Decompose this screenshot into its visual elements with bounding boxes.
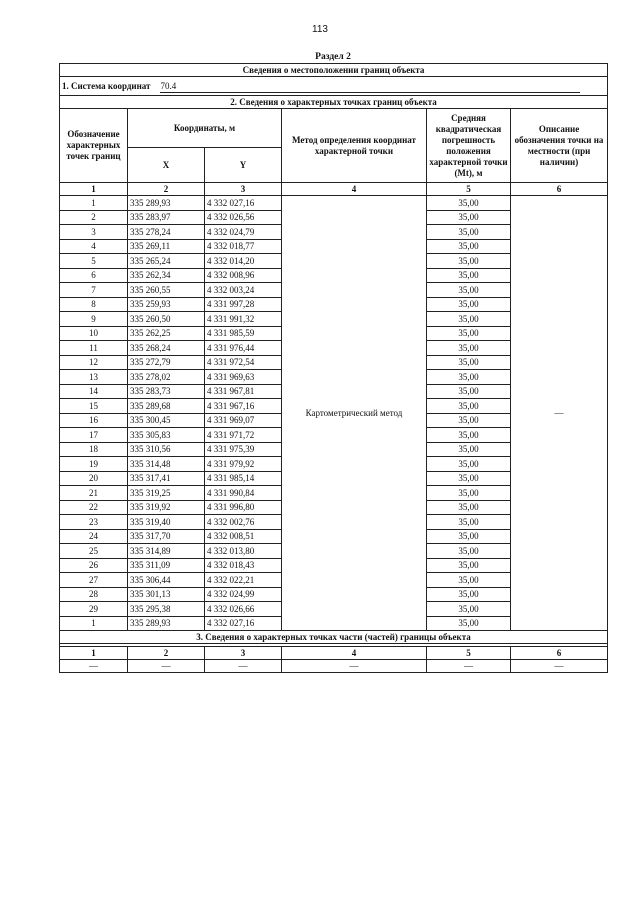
header-error: Средняя квадратическая погрешность положения характерной точки (Mt), м <box>427 109 511 183</box>
header-method: Метод определения координат характерной точки <box>282 109 427 183</box>
y-coordinate-cell: 4 331 967,81 <box>205 384 282 399</box>
x-coordinate-cell: 335 289,68 <box>128 399 205 414</box>
y-coordinate-cell: 4 332 002,76 <box>205 515 282 530</box>
point-id-cell: 16 <box>60 413 128 428</box>
y-coordinate-cell: 4 331 997,28 <box>205 297 282 312</box>
y-coordinate-cell: 4 332 018,43 <box>205 558 282 573</box>
point-id-cell: 14 <box>60 384 128 399</box>
point-id-cell: 20 <box>60 471 128 486</box>
part3-cell: — <box>128 660 205 673</box>
error-cell: 35,00 <box>427 587 511 602</box>
point-id-cell: 11 <box>60 341 128 356</box>
x-coordinate-cell: 335 289,93 <box>128 196 205 211</box>
error-cell: 35,00 <box>427 428 511 443</box>
part3-row <box>60 660 608 673</box>
y-coordinate-cell: 4 332 003,24 <box>205 283 282 298</box>
col-num: 3 <box>205 183 282 196</box>
point-id-cell: 28 <box>60 587 128 602</box>
x-coordinate-cell: 335 268,24 <box>128 341 205 356</box>
y-coordinate-cell: 4 332 014,20 <box>205 254 282 269</box>
part2-title: 2. Сведения о характерных точках границ объекта <box>60 96 608 109</box>
header-description: Описание обозначения точки на местности (при наличии) <box>511 109 608 183</box>
point-id-cell: 2 <box>60 210 128 225</box>
error-cell: 35,00 <box>427 471 511 486</box>
error-cell: 35,00 <box>427 326 511 341</box>
method-cell: Картометрический метод <box>282 196 427 631</box>
error-cell: 35,00 <box>427 486 511 501</box>
x-coordinate-cell: 335 300,45 <box>128 413 205 428</box>
error-cell: 35,00 <box>427 515 511 530</box>
x-coordinate-cell: 335 305,83 <box>128 428 205 443</box>
y-coordinate-cell: 4 331 996,80 <box>205 500 282 515</box>
part3-cell: — <box>427 660 511 673</box>
part3-cell: — <box>60 660 128 673</box>
section-label: Раздел 2 <box>315 52 351 62</box>
error-cell: 35,00 <box>427 341 511 356</box>
y-coordinate-cell: 4 331 985,14 <box>205 471 282 486</box>
point-id-cell: 25 <box>60 544 128 559</box>
y-coordinate-cell: 4 331 991,32 <box>205 312 282 327</box>
y-coordinate-cell: 4 332 024,99 <box>205 587 282 602</box>
y-coordinate-cell: 4 332 018,77 <box>205 239 282 254</box>
error-cell: 35,00 <box>427 442 511 457</box>
part3-column-numbers-row <box>60 647 608 660</box>
point-id-cell: 12 <box>60 355 128 370</box>
table-row <box>60 196 608 211</box>
point-id-cell: 6 <box>60 268 128 283</box>
col-num: 1 <box>60 183 128 196</box>
x-coordinate-cell: 335 262,34 <box>128 268 205 283</box>
coord-system-value: 70.4 <box>160 80 580 93</box>
point-id-cell: 1 <box>60 616 128 631</box>
col-num: 4 <box>282 183 427 196</box>
point-id-cell: 18 <box>60 442 128 457</box>
x-coordinate-cell: 335 319,25 <box>128 486 205 501</box>
point-id-cell: 5 <box>60 254 128 269</box>
point-id-cell: 27 <box>60 573 128 588</box>
point-id-cell: 4 <box>60 239 128 254</box>
y-coordinate-cell: 4 332 024,79 <box>205 225 282 240</box>
point-id-cell: 13 <box>60 370 128 385</box>
x-coordinate-cell: 335 314,48 <box>128 457 205 472</box>
x-coordinate-cell: 335 272,79 <box>128 355 205 370</box>
error-cell: 35,00 <box>427 196 511 211</box>
error-cell: 35,00 <box>427 616 511 631</box>
x-coordinate-cell: 335 311,09 <box>128 558 205 573</box>
col-num: 5 <box>427 183 511 196</box>
error-cell: 35,00 <box>427 602 511 617</box>
y-coordinate-cell: 4 331 969,63 <box>205 370 282 385</box>
y-coordinate-cell: 4 332 026,56 <box>205 210 282 225</box>
point-id-cell: 1 <box>60 196 128 211</box>
y-coordinate-cell: 4 332 022,21 <box>205 573 282 588</box>
col-num: 6 <box>511 647 608 660</box>
x-coordinate-cell: 335 265,24 <box>128 254 205 269</box>
x-coordinate-cell: 335 301,13 <box>128 587 205 602</box>
point-id-cell: 26 <box>60 558 128 573</box>
header-designation: Обозначение характерных точек границ <box>60 109 128 183</box>
coord-system-row <box>60 77 608 96</box>
part3-cell: — <box>282 660 427 673</box>
y-coordinate-cell: 4 332 013,80 <box>205 544 282 559</box>
error-cell: 35,00 <box>427 558 511 573</box>
y-coordinate-cell: 4 332 008,96 <box>205 268 282 283</box>
error-cell: 35,00 <box>427 268 511 283</box>
error-cell: 35,00 <box>427 355 511 370</box>
header-y: Y <box>205 148 282 183</box>
x-coordinate-cell: 335 319,40 <box>128 515 205 530</box>
page-number: 113 <box>312 24 328 35</box>
y-coordinate-cell: 4 331 979,92 <box>205 457 282 472</box>
x-coordinate-cell: 335 260,55 <box>128 283 205 298</box>
x-coordinate-cell: 335 317,41 <box>128 471 205 486</box>
x-coordinate-cell: 335 314,89 <box>128 544 205 559</box>
point-id-cell: 10 <box>60 326 128 341</box>
x-coordinate-cell: 335 319,92 <box>128 500 205 515</box>
error-cell: 35,00 <box>427 312 511 327</box>
y-coordinate-cell: 4 331 975,39 <box>205 442 282 457</box>
point-id-cell: 9 <box>60 312 128 327</box>
point-id-cell: 29 <box>60 602 128 617</box>
point-id-cell: 19 <box>60 457 128 472</box>
point-id-cell: 17 <box>60 428 128 443</box>
point-id-cell: 7 <box>60 283 128 298</box>
boundary-table <box>59 63 608 673</box>
y-coordinate-cell: 4 331 971,72 <box>205 428 282 443</box>
y-coordinate-cell: 4 331 967,16 <box>205 399 282 414</box>
error-cell: 35,00 <box>427 544 511 559</box>
x-coordinate-cell: 335 310,56 <box>128 442 205 457</box>
error-cell: 35,00 <box>427 413 511 428</box>
y-coordinate-cell: 4 332 008,51 <box>205 529 282 544</box>
y-coordinate-cell: 4 332 026,66 <box>205 602 282 617</box>
point-id-cell: 15 <box>60 399 128 414</box>
x-coordinate-cell: 335 259,93 <box>128 297 205 312</box>
part3-title: 3. Сведения о характерных точках части (частей) границы объекта <box>60 631 608 644</box>
error-cell: 35,00 <box>427 384 511 399</box>
x-coordinate-cell: 335 262,25 <box>128 326 205 341</box>
point-id-cell: 8 <box>60 297 128 312</box>
error-cell: 35,00 <box>427 457 511 472</box>
x-coordinate-cell: 335 306,44 <box>128 573 205 588</box>
col-num: 3 <box>205 647 282 660</box>
y-coordinate-cell: 4 331 976,44 <box>205 341 282 356</box>
header-x: X <box>128 148 205 183</box>
error-cell: 35,00 <box>427 529 511 544</box>
x-coordinate-cell: 335 283,97 <box>128 210 205 225</box>
y-coordinate-cell: 4 332 027,16 <box>205 196 282 211</box>
part3-cell: — <box>511 660 608 673</box>
y-coordinate-cell: 4 331 990,84 <box>205 486 282 501</box>
header-coords: Координаты, м <box>128 109 282 148</box>
point-id-cell: 24 <box>60 529 128 544</box>
x-coordinate-cell: 335 283,73 <box>128 384 205 399</box>
point-id-cell: 3 <box>60 225 128 240</box>
error-cell: 35,00 <box>427 283 511 298</box>
col-num: 6 <box>511 183 608 196</box>
point-id-cell: 23 <box>60 515 128 530</box>
y-coordinate-cell: 4 332 027,16 <box>205 616 282 631</box>
error-cell: 35,00 <box>427 225 511 240</box>
col-num: 4 <box>282 647 427 660</box>
col-num: 2 <box>128 647 205 660</box>
point-id-cell: 22 <box>60 500 128 515</box>
error-cell: 35,00 <box>427 500 511 515</box>
x-coordinate-cell: 335 278,24 <box>128 225 205 240</box>
description-cell: — <box>511 196 608 631</box>
x-coordinate-cell: 335 289,93 <box>128 616 205 631</box>
x-coordinate-cell: 335 295,38 <box>128 602 205 617</box>
error-cell: 35,00 <box>427 254 511 269</box>
y-coordinate-cell: 4 331 972,54 <box>205 355 282 370</box>
col-num: 5 <box>427 647 511 660</box>
error-cell: 35,00 <box>427 573 511 588</box>
col-num: 2 <box>128 183 205 196</box>
y-coordinate-cell: 4 331 969,07 <box>205 413 282 428</box>
main-title: Сведения о местоположении границ объекта <box>60 64 608 77</box>
col-num: 1 <box>60 647 128 660</box>
part3-cell: — <box>205 660 282 673</box>
x-coordinate-cell: 335 269,11 <box>128 239 205 254</box>
error-cell: 35,00 <box>427 210 511 225</box>
error-cell: 35,00 <box>427 239 511 254</box>
x-coordinate-cell: 335 317,70 <box>128 529 205 544</box>
x-coordinate-cell: 335 260,50 <box>128 312 205 327</box>
coord-system-label: 1. Система координат <box>62 80 151 91</box>
x-coordinate-cell: 335 278,02 <box>128 370 205 385</box>
point-id-cell: 21 <box>60 486 128 501</box>
error-cell: 35,00 <box>427 370 511 385</box>
error-cell: 35,00 <box>427 297 511 312</box>
column-numbers-row <box>60 183 608 196</box>
error-cell: 35,00 <box>427 399 511 414</box>
y-coordinate-cell: 4 331 985,59 <box>205 326 282 341</box>
